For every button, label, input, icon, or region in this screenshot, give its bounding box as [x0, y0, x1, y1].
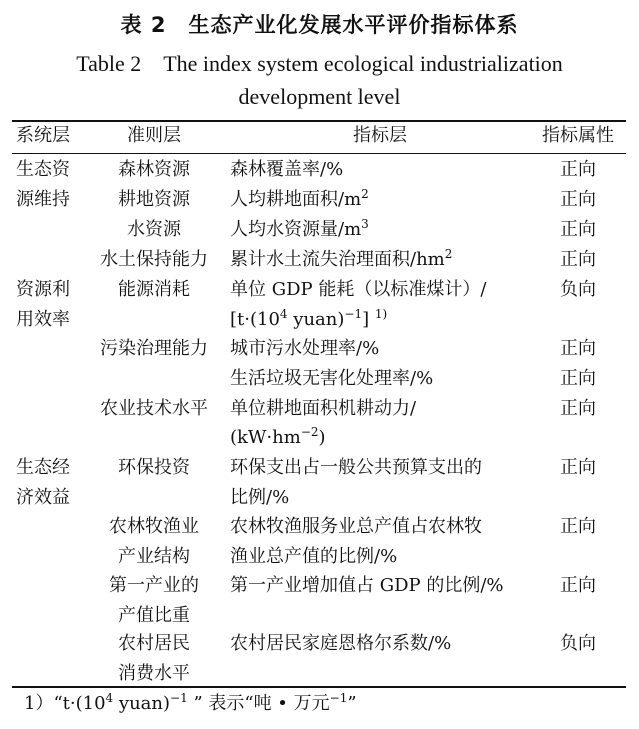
indicator-water: 人均水资源量$/m^3$ — [230, 217, 369, 240]
criteria-env-invest: 环保投资 — [118, 457, 190, 478]
indicator-agri-line1: 农林牧渔服务业总产值占农林牧 — [230, 516, 482, 537]
indicator-forest: 森林覆盖率/% — [230, 159, 344, 180]
criteria-arable: 耕地资源 — [118, 189, 190, 210]
criteria-agri-tech: 农业技术水平 — [100, 398, 208, 419]
indicator-env-line1: 环保支出占一般公共预算支出的 — [230, 457, 482, 478]
table-bottom-rule — [12, 686, 626, 688]
attribute-machinery: 正向 — [560, 398, 596, 419]
indicator-machinery-line1: 单位耕地面积机耕动力/ — [230, 398, 417, 419]
attribute-agri: 正向 — [560, 516, 596, 537]
indicator-sewage: 城市污水处理率/% — [230, 338, 380, 359]
footnote: $1)“t\cdot(10^4$ yuan)$^{-1}$ ” 表示“吨 • 万元$^{-1}$” — [24, 691, 357, 714]
indicator-soil: 累计水土流失治理面积$/hm^2$ — [230, 247, 453, 270]
header-criteria-layer: 准则层 — [127, 125, 181, 146]
criteria-agri-line1: 农林牧渔业 — [109, 516, 199, 537]
attribute-garbage: 正向 — [560, 368, 596, 389]
header-indicator-layer: 指标层 — [353, 125, 407, 146]
attribute-energy: 负向 — [560, 279, 596, 300]
criteria-soil: 水土保持能力 — [100, 249, 208, 270]
attribute-engel: 负向 — [560, 633, 596, 654]
system-layer-2-line2: 用效率 — [16, 309, 70, 330]
criteria-agri-line2: 产业结构 — [118, 546, 190, 567]
criteria-consumption-line2: 消费水平 — [118, 663, 190, 684]
attribute-water: 正向 — [560, 219, 596, 240]
attribute-arable: 正向 — [560, 189, 596, 210]
system-layer-3-line2: 济效益 — [16, 487, 70, 508]
indicator-garbage: 生活垃圾无害化处理率/% — [230, 368, 434, 389]
attribute-soil: 正向 — [560, 249, 596, 270]
attribute-primary: 正向 — [560, 575, 596, 596]
indicator-machinery-line2: $(kW\cdot hm^{-2})$ — [230, 425, 326, 448]
indicator-energy-line2: [$t\cdot(10^4$ yuan)$^{-1}$] $^{1)}$ — [230, 307, 388, 330]
system-layer-1-line1: 生态资 — [16, 159, 70, 180]
attribute-forest: 正向 — [560, 159, 596, 180]
criteria-primary-line1: 第一产业的 — [109, 575, 199, 596]
indicator-env-line2: 比例/% — [230, 487, 290, 508]
indicator-agri-line2: 渔业总产值的比例/% — [230, 546, 398, 567]
criteria-water: 水资源 — [127, 219, 181, 240]
attribute-sewage: 正向 — [560, 338, 596, 359]
attribute-env: 正向 — [560, 457, 596, 478]
header-rule — [12, 153, 626, 154]
header-attribute: 指标属性 — [542, 125, 614, 146]
criteria-energy: 能源消耗 — [118, 279, 190, 300]
header-system-layer: 系统层 — [16, 125, 70, 146]
table-title-en-line2: development level — [238, 84, 401, 109]
table-title-en-line1: Table 2 The index system ecological industrialization — [76, 51, 563, 76]
table-title-cn: 表 2 生态产业化发展水平评价指标体系 — [120, 13, 519, 37]
criteria-primary-line2: 产值比重 — [118, 605, 190, 626]
criteria-forest: 森林资源 — [118, 159, 190, 180]
criteria-pollution: 污染治理能力 — [100, 338, 208, 359]
indicator-primary: 第一产业增加值占 GDP 的比例/% — [230, 575, 504, 596]
criteria-consumption-line1: 农村居民 — [118, 633, 190, 654]
indicator-energy-line1: 单位 GDP 能耗（以标准煤计）/ — [230, 279, 487, 300]
system-layer-3-line1: 生态经 — [16, 457, 70, 478]
indicator-arable: 人均耕地面积$/m^2$ — [230, 187, 369, 210]
system-layer-2-line1: 资源利 — [16, 279, 70, 300]
indicator-engel: 农村居民家庭恩格尔系数/% — [230, 633, 452, 654]
system-layer-1-line2: 源维持 — [16, 189, 70, 210]
